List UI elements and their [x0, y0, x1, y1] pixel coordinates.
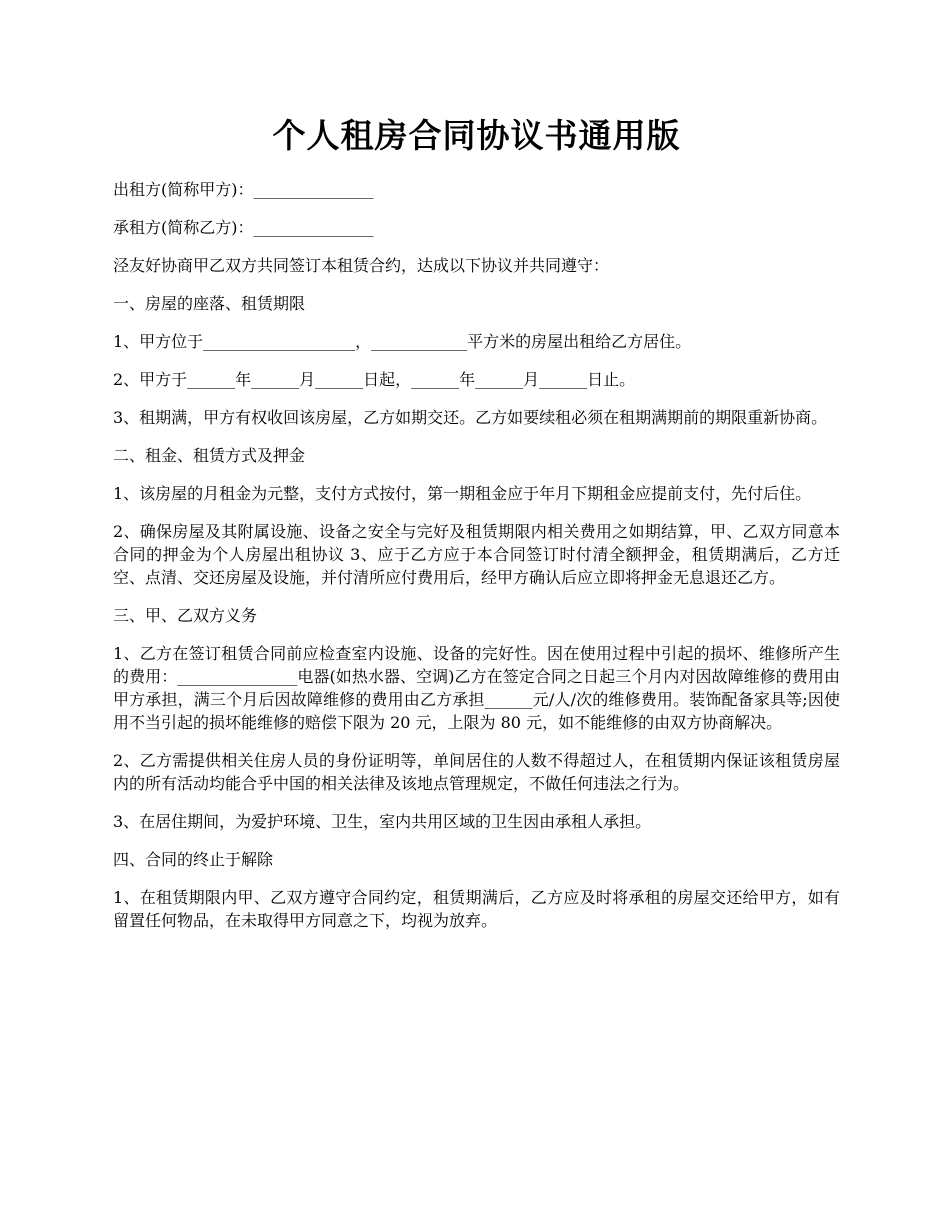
clause-1-2: 2、甲方于______年______月______日起，______年______月______日止。 [113, 370, 636, 389]
clause-2-1: 1、该房屋的月租金为元整，支付方式按付，第一期租金应于年月下期租金应提前支付，先付后住。 [113, 484, 812, 503]
clause-3-2: 2、乙方需提供相关住房人员的身份证明等，单间居住的人数不得超过人，在租赁期内保证该租赁房屋内的所有活动均能合乎中国的相关法律及该地点管理规定，不做任何违法之行为。 [113, 751, 840, 793]
section-heading-3: 三、甲、乙双方义务 [113, 606, 258, 625]
section-heading-2: 二、租金、租赁方式及押金 [113, 446, 306, 465]
clause-4-1: 1、在租赁期限内甲、乙双方遵守合同约定，租赁期满后，乙方应及时将承租的房屋交还给甲方，如有留置任何物品，在未取得甲方同意之下，均视为放弃。 [113, 888, 840, 930]
document-title: 个人租房合同协议书通用版 [272, 116, 681, 155]
party-b-line: 承租方(简称乙方)：_______________ [113, 218, 374, 237]
clause-2-2: 2、确保房屋及其附属设施、设备之安全与完好及租赁期限内相关费用之如期结算，甲、乙双方同意本合同的押金为个人房屋出租协议 3、应于乙方应于本合同签订时付清全额押金，租赁期满后，乙方迁空、点清、交还房屋及设施，并付清所应付费用后，经甲方确认后应立即将押金无息退还乙方。 [113, 522, 840, 587]
clause-1-3: 3、租期满，甲方有权收回该房屋，乙方如期交还。乙方如要续租必须在租期满期前的期限重新协商。 [113, 408, 828, 427]
document-page [113, 0, 840, 947]
section-heading-4: 四、合同的终止于解除 [113, 850, 274, 869]
clause-3-1: 1、乙方在签订租赁合同前应检查室内设施、设备的完好性。因在使用过程中引起的损坏、维修所产生的费用：_______________电器(如热水器、空调)乙方在签定合同之日起三个月内对因故障维修的费用由甲方承担，满三个月后因故障维修的费用由乙方承担______元/人/次的维修费用。装饰配备家具等;因使用不当引起的损坏能维修的赔偿下限为 20 元，上限为 80 元，如不能维修的由双方协商解决。 [113, 644, 840, 732]
preamble: 泾友好协商甲乙双方共同签订本租赁合约，达成以下协议并共同遵守： [113, 256, 610, 275]
section-heading-1: 一、房屋的座落、租赁期限 [113, 294, 306, 313]
clause-3-3: 3、在居住期间，为爱护环境、卫生，室内共用区域的卫生因由承租人承担。 [113, 812, 652, 831]
party-a-line: 出租方(简称甲方)：_______________ [113, 180, 374, 199]
clause-1-1: 1、甲方位于___________________，____________平方米的房屋出租给乙方居住。 [113, 332, 692, 351]
document-body [113, 178, 840, 932]
